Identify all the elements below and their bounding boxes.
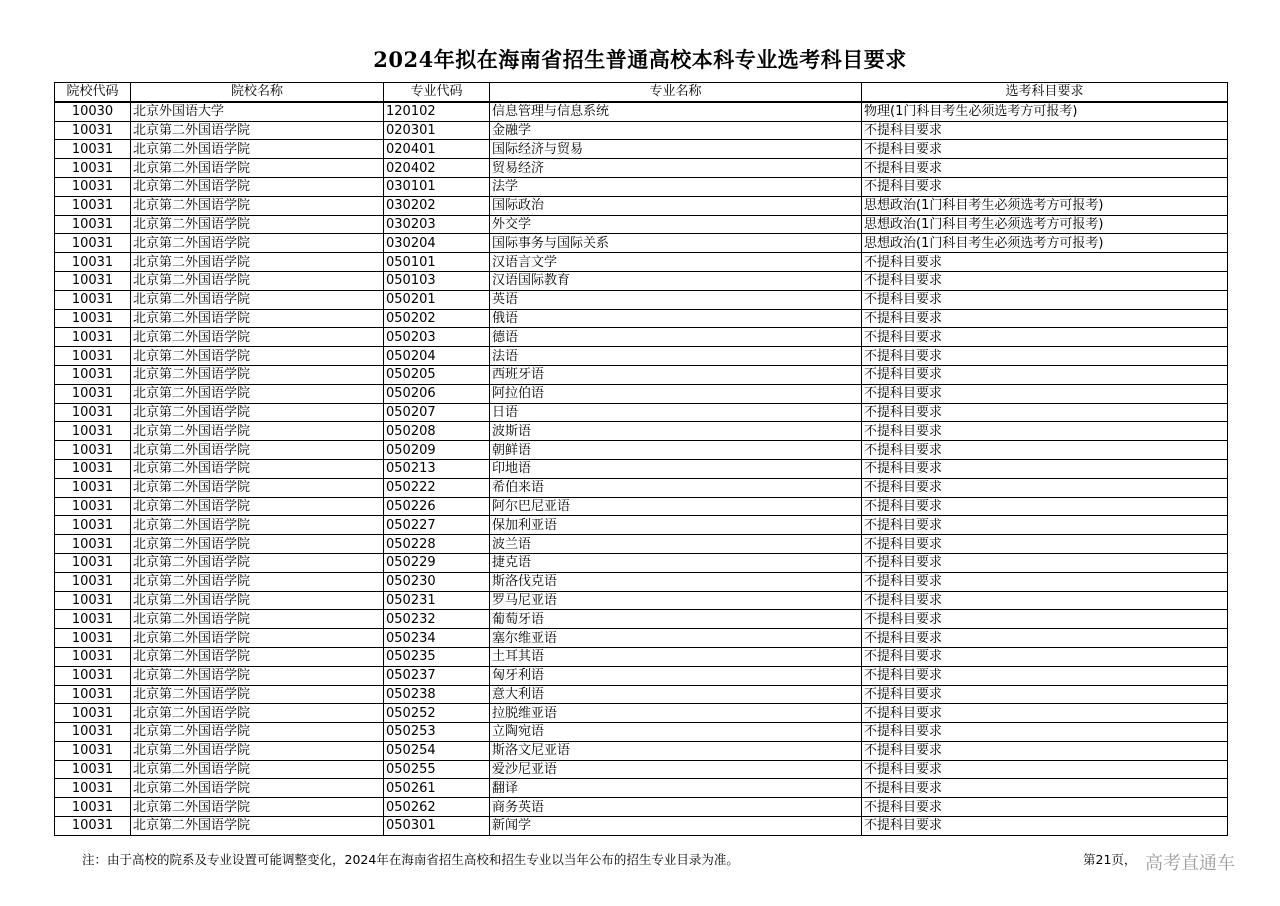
table-row xyxy=(55,610,1228,629)
cell-major-name: 汉语言文学 xyxy=(490,253,862,272)
cell-school-code: 10031 xyxy=(55,365,131,384)
cell-major-name: 立陶宛语 xyxy=(490,723,862,742)
cell-major-name: 阿尔巴尼亚语 xyxy=(490,497,862,516)
cell-school-name: 北京第二外国语学院 xyxy=(131,234,384,253)
cell-school-code: 10031 xyxy=(55,760,131,779)
table-row xyxy=(55,422,1228,441)
cell-school-code: 10031 xyxy=(55,177,131,196)
cell-major-name: 拉脱维亚语 xyxy=(490,704,862,723)
cell-school-code: 10031 xyxy=(55,234,131,253)
table-row xyxy=(55,365,1228,384)
cell-school-name: 北京第二外国语学院 xyxy=(131,159,384,178)
cell-school-code: 10031 xyxy=(55,535,131,554)
cell-major-code: 050252 xyxy=(384,704,490,723)
cell-subject-requirement: 不提科目要求 xyxy=(862,159,1228,178)
cell-major-code: 020402 xyxy=(384,159,490,178)
cell-school-code: 10031 xyxy=(55,572,131,591)
cell-major-name: 斯洛伐克语 xyxy=(490,572,862,591)
cell-school-code: 10031 xyxy=(55,253,131,272)
cell-major-code: 050261 xyxy=(384,779,490,798)
cell-major-code: 050207 xyxy=(384,403,490,422)
cell-school-name: 北京第二外国语学院 xyxy=(131,140,384,159)
table-row xyxy=(55,497,1228,516)
cell-major-name: 信息管理与信息系统 xyxy=(490,102,862,121)
table-row xyxy=(55,290,1228,309)
header-major-name: 专业名称 xyxy=(490,83,862,102)
footnote: 注：由于高校的院系及专业设置可能调整变化，2024年在海南省招生高校和招生专业以当年公布的招生专业目录为准。 xyxy=(82,852,739,867)
cell-school-code: 10031 xyxy=(55,610,131,629)
cell-major-code: 050262 xyxy=(384,798,490,817)
cell-school-name: 北京第二外国语学院 xyxy=(131,685,384,704)
table-row xyxy=(55,441,1228,460)
cell-major-name: 国际事务与国际关系 xyxy=(490,234,862,253)
cell-subject-requirement: 不提科目要求 xyxy=(862,121,1228,140)
table-row xyxy=(55,817,1228,836)
cell-subject-requirement: 不提科目要求 xyxy=(862,685,1228,704)
cell-school-code: 10031 xyxy=(55,817,131,836)
cell-subject-requirement: 不提科目要求 xyxy=(862,535,1228,554)
cell-major-name: 印地语 xyxy=(490,459,862,478)
cell-major-name: 贸易经济 xyxy=(490,159,862,178)
cell-major-code: 020301 xyxy=(384,121,490,140)
cell-school-code: 10031 xyxy=(55,723,131,742)
cell-major-name: 新闻学 xyxy=(490,817,862,836)
table-row xyxy=(55,798,1228,817)
cell-major-name: 波斯语 xyxy=(490,422,862,441)
cell-major-code: 050254 xyxy=(384,741,490,760)
table-row xyxy=(55,215,1228,234)
table-row xyxy=(55,102,1228,121)
table-row xyxy=(55,591,1228,610)
cell-subject-requirement: 不提科目要求 xyxy=(862,779,1228,798)
table-row xyxy=(55,666,1228,685)
cell-school-code: 10031 xyxy=(55,441,131,460)
cell-school-code: 10031 xyxy=(55,629,131,648)
cell-school-code: 10031 xyxy=(55,779,131,798)
table-row xyxy=(55,347,1228,366)
cell-major-name: 俄语 xyxy=(490,309,862,328)
cell-school-code: 10031 xyxy=(55,516,131,535)
cell-subject-requirement: 不提科目要求 xyxy=(862,422,1228,441)
cell-school-name: 北京第二外国语学院 xyxy=(131,177,384,196)
cell-subject-requirement: 不提科目要求 xyxy=(862,459,1228,478)
cell-school-code: 10031 xyxy=(55,347,131,366)
cell-subject-requirement: 不提科目要求 xyxy=(862,798,1228,817)
cell-subject-requirement: 不提科目要求 xyxy=(862,723,1228,742)
cell-school-code: 10031 xyxy=(55,685,131,704)
table-row xyxy=(55,403,1228,422)
table-row xyxy=(55,779,1228,798)
cell-major-name: 斯洛文尼亚语 xyxy=(490,741,862,760)
cell-school-code: 10031 xyxy=(55,591,131,610)
cell-major-code: 030204 xyxy=(384,234,490,253)
cell-school-name: 北京第二外国语学院 xyxy=(131,591,384,610)
table-row xyxy=(55,253,1228,272)
cell-subject-requirement: 不提科目要求 xyxy=(862,177,1228,196)
watermark: 高考直通车 xyxy=(1145,853,1235,874)
cell-subject-requirement: 思想政治(1门科目考生必须选考方可报考) xyxy=(862,234,1228,253)
cell-major-name: 英语 xyxy=(490,290,862,309)
cell-subject-requirement: 不提科目要求 xyxy=(862,497,1228,516)
cell-school-code: 10031 xyxy=(55,478,131,497)
cell-major-code: 050203 xyxy=(384,328,490,347)
cell-major-code: 050228 xyxy=(384,535,490,554)
cell-major-code: 050208 xyxy=(384,422,490,441)
cell-subject-requirement: 不提科目要求 xyxy=(862,271,1228,290)
cell-major-name: 翻译 xyxy=(490,779,862,798)
table-row xyxy=(55,553,1228,572)
cell-major-code: 050235 xyxy=(384,647,490,666)
cell-school-name: 北京第二外国语学院 xyxy=(131,760,384,779)
cell-major-code: 050253 xyxy=(384,723,490,742)
cell-major-code: 020401 xyxy=(384,140,490,159)
cell-school-name: 北京第二外国语学院 xyxy=(131,553,384,572)
cell-subject-requirement: 不提科目要求 xyxy=(862,347,1228,366)
cell-school-name: 北京第二外国语学院 xyxy=(131,647,384,666)
table-body xyxy=(55,102,1228,836)
cell-major-name: 德语 xyxy=(490,328,862,347)
table-row xyxy=(55,629,1228,648)
cell-school-name: 北京第二外国语学院 xyxy=(131,478,384,497)
cell-subject-requirement: 不提科目要求 xyxy=(862,610,1228,629)
requirements-table xyxy=(54,82,1228,836)
cell-subject-requirement: 物理(1门科目考生必须选考方可报考) xyxy=(862,102,1228,121)
cell-major-name: 西班牙语 xyxy=(490,365,862,384)
cell-school-name: 北京第二外国语学院 xyxy=(131,384,384,403)
header-subject-requirement: 选考科目要求 xyxy=(862,83,1228,102)
cell-major-code: 050213 xyxy=(384,459,490,478)
cell-major-code: 050204 xyxy=(384,347,490,366)
cell-major-name: 法语 xyxy=(490,347,862,366)
table-header-row xyxy=(55,83,1228,102)
cell-school-name: 北京第二外国语学院 xyxy=(131,309,384,328)
cell-school-name: 北京第二外国语学院 xyxy=(131,817,384,836)
cell-school-code: 10031 xyxy=(55,309,131,328)
cell-subject-requirement: 不提科目要求 xyxy=(862,741,1228,760)
table-row xyxy=(55,572,1228,591)
table-row xyxy=(55,140,1228,159)
cell-major-code: 050202 xyxy=(384,309,490,328)
cell-subject-requirement: 不提科目要求 xyxy=(862,403,1228,422)
cell-major-code: 050234 xyxy=(384,629,490,648)
table-row xyxy=(55,159,1228,178)
cell-subject-requirement: 思想政治(1门科目考生必须选考方可报考) xyxy=(862,196,1228,215)
cell-school-name: 北京第二外国语学院 xyxy=(131,535,384,554)
cell-school-name: 北京第二外国语学院 xyxy=(131,403,384,422)
cell-subject-requirement: 不提科目要求 xyxy=(862,328,1228,347)
cell-school-name: 北京第二外国语学院 xyxy=(131,347,384,366)
cell-school-name: 北京第二外国语学院 xyxy=(131,253,384,272)
cell-school-code: 10030 xyxy=(55,102,131,121)
cell-school-code: 10031 xyxy=(55,140,131,159)
cell-school-code: 10031 xyxy=(55,704,131,723)
cell-school-code: 10031 xyxy=(55,647,131,666)
cell-major-name: 国际经济与贸易 xyxy=(490,140,862,159)
cell-subject-requirement: 不提科目要求 xyxy=(862,591,1228,610)
cell-major-code: 050255 xyxy=(384,760,490,779)
table-row xyxy=(55,196,1228,215)
cell-school-name: 北京第二外国语学院 xyxy=(131,215,384,234)
cell-subject-requirement: 不提科目要求 xyxy=(862,704,1228,723)
page-title: 2024年拟在海南省招生普通高校本科专业选考科目要求 xyxy=(373,47,907,72)
table-row xyxy=(55,723,1228,742)
header-school-name: 院校名称 xyxy=(131,83,384,102)
cell-major-code: 050201 xyxy=(384,290,490,309)
cell-school-name: 北京第二外国语学院 xyxy=(131,497,384,516)
cell-major-code: 050231 xyxy=(384,591,490,610)
cell-major-name: 葡萄牙语 xyxy=(490,610,862,629)
page-number: 第21页， xyxy=(1083,852,1137,867)
cell-subject-requirement: 不提科目要求 xyxy=(862,516,1228,535)
cell-school-name: 北京第二外国语学院 xyxy=(131,422,384,441)
cell-subject-requirement: 不提科目要求 xyxy=(862,553,1228,572)
cell-major-code: 030202 xyxy=(384,196,490,215)
cell-subject-requirement: 不提科目要求 xyxy=(862,817,1228,836)
cell-school-name: 北京第二外国语学院 xyxy=(131,629,384,648)
cell-school-name: 北京第二外国语学院 xyxy=(131,121,384,140)
table-row xyxy=(55,516,1228,535)
cell-school-code: 10031 xyxy=(55,459,131,478)
cell-school-name: 北京第二外国语学院 xyxy=(131,704,384,723)
table-row xyxy=(55,177,1228,196)
cell-major-code: 120102 xyxy=(384,102,490,121)
cell-major-name: 金融学 xyxy=(490,121,862,140)
cell-major-name: 希伯来语 xyxy=(490,478,862,497)
cell-subject-requirement: 不提科目要求 xyxy=(862,290,1228,309)
cell-school-name: 北京第二外国语学院 xyxy=(131,572,384,591)
table-row xyxy=(55,121,1228,140)
cell-major-code: 050237 xyxy=(384,666,490,685)
cell-major-code: 050209 xyxy=(384,441,490,460)
cell-subject-requirement: 不提科目要求 xyxy=(862,478,1228,497)
cell-major-code: 050101 xyxy=(384,253,490,272)
cell-school-code: 10031 xyxy=(55,422,131,441)
cell-school-code: 10031 xyxy=(55,121,131,140)
cell-school-name: 北京第二外国语学院 xyxy=(131,779,384,798)
cell-major-code: 030203 xyxy=(384,215,490,234)
cell-major-name: 汉语国际教育 xyxy=(490,271,862,290)
cell-subject-requirement: 不提科目要求 xyxy=(862,760,1228,779)
table-row xyxy=(55,741,1228,760)
cell-major-name: 塞尔维亚语 xyxy=(490,629,862,648)
cell-major-name: 阿拉伯语 xyxy=(490,384,862,403)
cell-school-name: 北京第二外国语学院 xyxy=(131,441,384,460)
cell-subject-requirement: 不提科目要求 xyxy=(862,253,1228,272)
cell-school-name: 北京外国语大学 xyxy=(131,102,384,121)
cell-school-name: 北京第二外国语学院 xyxy=(131,723,384,742)
cell-subject-requirement: 不提科目要求 xyxy=(862,365,1228,384)
cell-major-code: 050230 xyxy=(384,572,490,591)
cell-major-name: 朝鲜语 xyxy=(490,441,862,460)
cell-major-name: 日语 xyxy=(490,403,862,422)
cell-major-code: 050232 xyxy=(384,610,490,629)
cell-subject-requirement: 不提科目要求 xyxy=(862,572,1228,591)
cell-school-name: 北京第二外国语学院 xyxy=(131,741,384,760)
table-row xyxy=(55,704,1228,723)
cell-major-name: 意大利语 xyxy=(490,685,862,704)
cell-subject-requirement: 不提科目要求 xyxy=(862,309,1228,328)
cell-major-name: 罗马尼亚语 xyxy=(490,591,862,610)
cell-school-code: 10031 xyxy=(55,741,131,760)
cell-major-name: 商务英语 xyxy=(490,798,862,817)
table-row xyxy=(55,760,1228,779)
cell-major-name: 波兰语 xyxy=(490,535,862,554)
cell-major-name: 法学 xyxy=(490,177,862,196)
cell-major-code: 050229 xyxy=(384,553,490,572)
cell-school-code: 10031 xyxy=(55,159,131,178)
table-row xyxy=(55,459,1228,478)
cell-subject-requirement: 不提科目要求 xyxy=(862,629,1228,648)
cell-major-code: 030101 xyxy=(384,177,490,196)
table-row xyxy=(55,271,1228,290)
cell-major-name: 匈牙利语 xyxy=(490,666,862,685)
cell-school-code: 10031 xyxy=(55,553,131,572)
cell-major-code: 050301 xyxy=(384,817,490,836)
cell-major-code: 050226 xyxy=(384,497,490,516)
cell-school-code: 10031 xyxy=(55,215,131,234)
table-row xyxy=(55,685,1228,704)
cell-school-code: 10031 xyxy=(55,328,131,347)
cell-school-name: 北京第二外国语学院 xyxy=(131,666,384,685)
cell-subject-requirement: 不提科目要求 xyxy=(862,441,1228,460)
cell-major-code: 050205 xyxy=(384,365,490,384)
cell-subject-requirement: 不提科目要求 xyxy=(862,384,1228,403)
cell-major-name: 保加利亚语 xyxy=(490,516,862,535)
cell-school-name: 北京第二外国语学院 xyxy=(131,365,384,384)
cell-subject-requirement: 思想政治(1门科目考生必须选考方可报考) xyxy=(862,215,1228,234)
cell-school-name: 北京第二外国语学院 xyxy=(131,610,384,629)
cell-major-code: 050222 xyxy=(384,478,490,497)
cell-school-code: 10031 xyxy=(55,666,131,685)
cell-school-name: 北京第二外国语学院 xyxy=(131,328,384,347)
cell-major-name: 爱沙尼亚语 xyxy=(490,760,862,779)
cell-major-name: 土耳其语 xyxy=(490,647,862,666)
header-major-code: 专业代码 xyxy=(384,83,490,102)
cell-major-code: 050206 xyxy=(384,384,490,403)
cell-school-code: 10031 xyxy=(55,497,131,516)
cell-school-code: 10031 xyxy=(55,271,131,290)
cell-school-code: 10031 xyxy=(55,403,131,422)
cell-major-name: 外交学 xyxy=(490,215,862,234)
cell-school-code: 10031 xyxy=(55,196,131,215)
cell-school-name: 北京第二外国语学院 xyxy=(131,459,384,478)
cell-subject-requirement: 不提科目要求 xyxy=(862,140,1228,159)
cell-school-code: 10031 xyxy=(55,798,131,817)
cell-major-code: 050103 xyxy=(384,271,490,290)
table-row xyxy=(55,309,1228,328)
cell-subject-requirement: 不提科目要求 xyxy=(862,666,1228,685)
cell-school-code: 10031 xyxy=(55,384,131,403)
table-row xyxy=(55,384,1228,403)
header-school-code: 院校代码 xyxy=(55,83,131,102)
cell-major-name: 捷克语 xyxy=(490,553,862,572)
table-row xyxy=(55,535,1228,554)
cell-school-name: 北京第二外国语学院 xyxy=(131,196,384,215)
table-row xyxy=(55,328,1228,347)
table-row xyxy=(55,234,1228,253)
cell-school-name: 北京第二外国语学院 xyxy=(131,516,384,535)
table-row xyxy=(55,647,1228,666)
cell-school-name: 北京第二外国语学院 xyxy=(131,290,384,309)
cell-major-name: 国际政治 xyxy=(490,196,862,215)
cell-subject-requirement: 不提科目要求 xyxy=(862,647,1228,666)
cell-major-code: 050238 xyxy=(384,685,490,704)
cell-major-code: 050227 xyxy=(384,516,490,535)
cell-school-name: 北京第二外国语学院 xyxy=(131,271,384,290)
table-row xyxy=(55,478,1228,497)
cell-school-code: 10031 xyxy=(55,290,131,309)
cell-school-name: 北京第二外国语学院 xyxy=(131,798,384,817)
